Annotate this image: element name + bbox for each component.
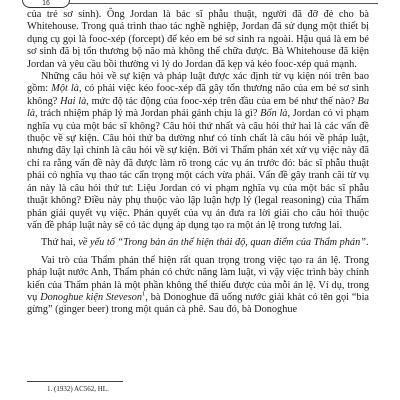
text-run: Thứ hai, xyxy=(41,237,79,249)
paragraph-3 xyxy=(27,237,369,249)
text-run: Vai trò của Thẩm phán thể hiện rất quan trọng trong việc tạo ra án lệ. Trong pháp luật nước Anh, Thẩm phán có chức năng làm luật, vì vậy việc trình bày chính kiến của Thẩm phán là một phần không thể thiếu được của mỗi án lệ. Ví dụ, trong vụ xyxy=(27,254,369,303)
italic-text: Hai là xyxy=(60,95,87,107)
italic-text: Donoghue kiện Steveson xyxy=(40,291,143,303)
page-number: 16 xyxy=(22,0,70,8)
footnote-ref: 1 xyxy=(142,290,146,298)
paragraph-4 xyxy=(27,255,369,317)
footnote: 1. (1932) AC562, HL. xyxy=(47,385,109,393)
footnote-rule xyxy=(27,381,123,382)
text-run: Những câu hỏi về sự kiện và pháp luật được xác định từ vụ kiện nói trên bao gồm: xyxy=(27,71,369,95)
text-run: . xyxy=(365,237,369,249)
text-run: , mức độ tác động của fooc-xép trên đầu của em bé như thế nào? xyxy=(86,95,358,107)
body-text xyxy=(27,9,369,317)
italic-text: Bốn là xyxy=(260,108,288,120)
italic-text: về yếu tố “Trong bản án thể hiện thái độ, quan điểm của Thẩm phán” xyxy=(78,237,366,249)
text-run: , có phải việc kéo fooc-xép đã gây tổn thương não của em bé sơ sinh không? xyxy=(27,83,370,107)
text-run: , Jordan có vi phạm nghĩa vụ của một bác sĩ không? Câu hỏi thứ nhất và câu hỏi thứ hai là các vấn đề thuộc về sự kiện. Câu hỏi thứ ba dường như có tính chất là câu hỏi về pháp luật, nhưng đây lại chính là câu hỏi về sự kiện. Bởi vì Thẩm phán xét xử vụ việc này đã chỉ ra rằng vấn đề này đã được làm rõ trong các vụ án trước đó: bác sĩ phẫu thuật phải có nghĩa vụ thao tác cẩn trọng một cách vừa phải. Vấn đề gây tranh cãi từ vụ án này là câu hỏi thứ tư: Liệu Jordan có vi phạm nghĩa vụ của một bác sĩ phẫu thuật không? Điều này phụ thuộc vào lập luận hợp lý (legal reasoning) của Thẩm phán giải quyết vụ việc. Phán quyết của vụ án đưa ra lời giải cho câu hỏi thuộc vấn đề pháp luật này sẽ có tác dụng áp dụng tạo ra một án lệ trong tương lai. xyxy=(27,108,369,231)
italic-text: Ba là xyxy=(27,95,369,120)
text-run: , trách nhiệm pháp lý mà Jordan phải gánh chịu là gì? xyxy=(35,108,261,120)
italic-text: Một là xyxy=(51,83,79,95)
text-run: , bà Donoghue đã uống nước giải khát có tên gọi “bia gừng” (ginger beer) trong một quán cà phê. Sau đó, bà Donoghue xyxy=(27,291,369,316)
paragraph-2 xyxy=(27,71,369,232)
paragraph-1 xyxy=(27,9,369,71)
header-rule xyxy=(68,3,378,4)
text-run: của trẻ sơ sinh). Ông Jordan là bác sĩ phẫu thuật, người đã đỡ đẻ cho bà Whitehouse. Trong quá trình thao tác nghề nghiệp, Jordan đã sử dụng một thiết bị dụng cụ gọi là fooc-xép (forcept) để kéo em bé sơ sinh ra ngoài. Hậu quả là em bé sơ sinh đã bị tổn thương bộ não mà không thể chữa được. Bà Whitehouse đã kiện Jordan và yêu cầu bồi thường vì lý do Jordan đã kẹp và kéo fooc-xép quá mạnh. xyxy=(27,9,369,70)
